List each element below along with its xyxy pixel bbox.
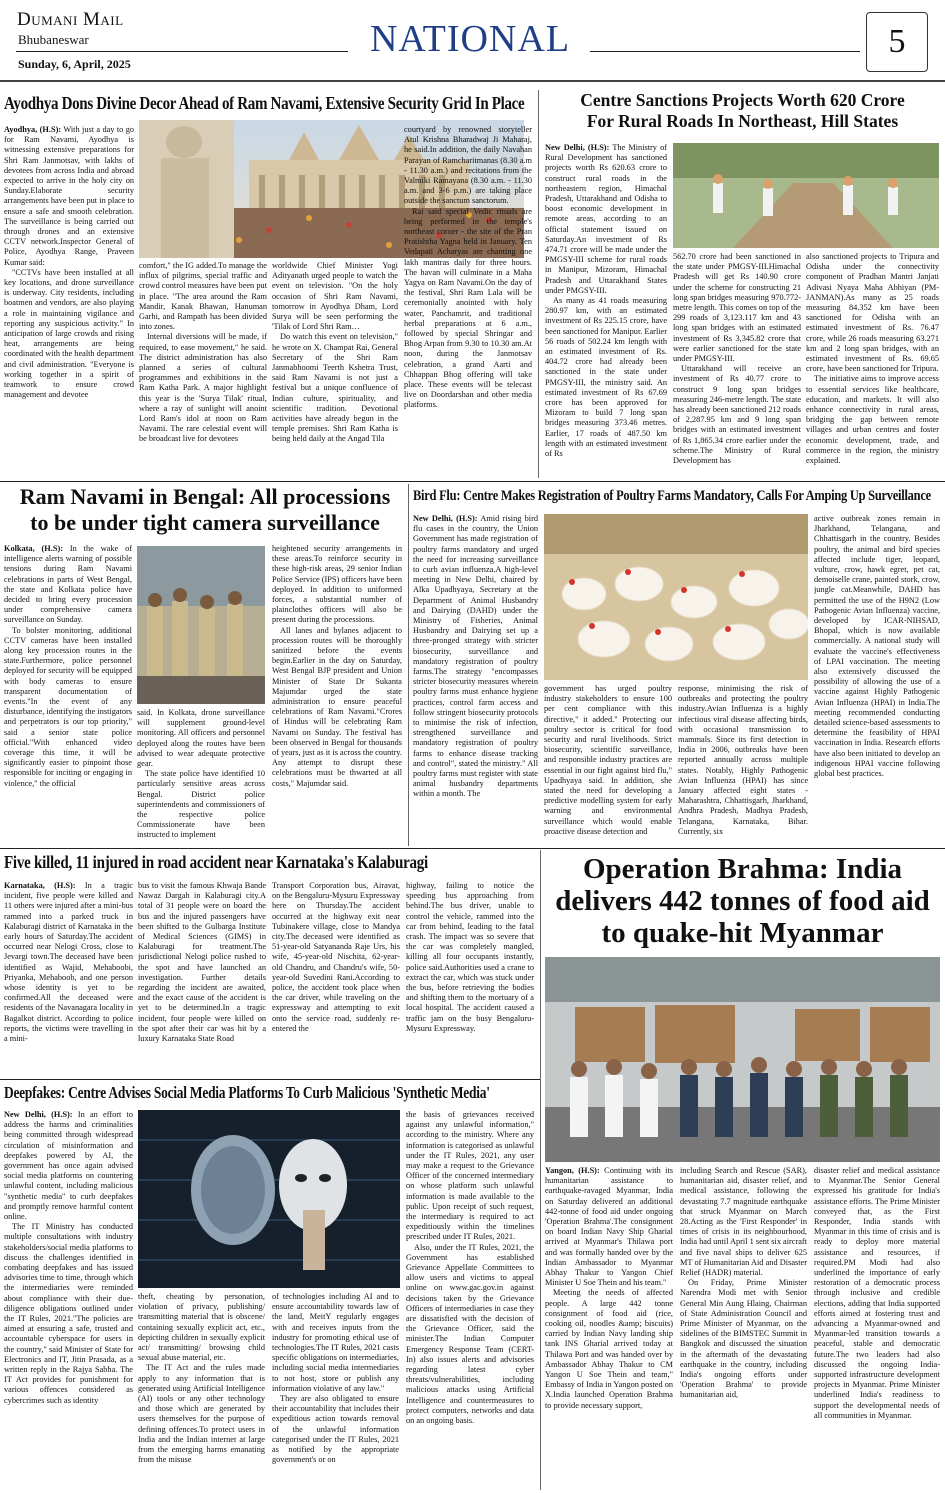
birdflu-headline: Bird Flu: Centre Makes Registration of Poultry Farms Mandatory, Calls For Amping Up Surveillance xyxy=(413,488,931,504)
ayodhya-text-2: comfort," the IG added.To manage the influx of pilgrims, special traffic and crowd control measures have been put in place. "The area around the Ram Mandir, Kanak Bhawan, Hanuman Garhi, and Rampath has been divided into zones. xyxy=(139,261,267,332)
brahma-column-1 xyxy=(545,1166,673,1488)
brahma-text-2: including Search and Rescue (SAR), humanitarian aid, disaster relief, and medical assistance, following the devastating 7.7 magnitude earthquake that struck Myanmar on March 28.Acting as the 'First Responder' in times of crisis in its neighbourhood, India had until April 1 sent six aircraft and five naval ships to deliver 625 MT of Humanitarian Aid and Disaster Relief (HADR) material. xyxy=(680,1166,807,1278)
brahma-text-3: disaster relief and medical assistance to Myanmar.The Senior General expressed his gratitude for India's assistance efforts. The Prime Minister conveyed that, as the First Responder, India stands with Myanmar in this time of crisis and is ready to deploy more material assistance and resources, if required.PM Modi had also underlined the importance of early restoration of a democratic process through inclusive and credible elections, adding that India supported efforts aimed at fostering trust and advancing a Myanmar-owned and Myanmar-led transition towards a peaceful, stable and democratic future.The two leaders had also discussed the ongoing India-supported infrastructure development projects in Myanmar. Prime Minister underlined India's readiness to support the developmental needs of all communities in Myanmar. xyxy=(814,1166,940,1420)
brahma-column-3 xyxy=(814,1166,940,1488)
roads-column-2 xyxy=(673,252,801,478)
roads-text-1: The Ministry of Rural Development has sanctioned projects worth Rs 620.63 crore to construct rural roads in the northeastern region, Himachal Pradesh, Uttarakhand and Odisha to boost economic development in remote areas, according to an official statement issued on Saturday.An investment of Rs 474.71 crore will be made under the PMGSY-III scheme for rural roads in Manipur, Mizoram, Himachal Pradesh and Uttarakhand States under PMGSY-III. xyxy=(545,143,667,295)
brahma-dateline: Yangon, (H.S): xyxy=(545,1166,600,1175)
deepfakes-text-3b: They are also obligated to ensure their accountability that includes their expeditious action towards removal of the unlawful information categorised under the IT Rules, 2021 as notified by the appropriate government's or on xyxy=(272,1394,399,1465)
deepfakes-text-4: the basis of grievances received against any unlawful information," according to the ministry. Where any information is categorised as unlawful under the IT Rules, 2021, any user may make a request to the Grievance Officer of the concerned intermediary on whose platform such unlawful information is made available to the public. Upon receipt of such request, the intermediary is required to act expeditiously within the timelines prescribed under IT Rules, 2021. xyxy=(406,1110,534,1242)
bengal-column-3 xyxy=(272,544,402,844)
roads-text-2: 562.70 crore had been sanctioned in the state under PMGSY-III.Himachal Pradesh will get Rs 140.90 crore under the scheme for constructing 21 long span bridges measuring 970.772-metre length. This comes on top of the 299 roads of 3,123.117 km and 43 long span bridges with an estimated investment of Rs 3,345.82 crore that were earlier sanctioned for the state under PMGSY-III. xyxy=(673,252,801,364)
paper-name: Dumani Mail xyxy=(17,9,124,30)
birdflu-photo xyxy=(544,514,808,680)
city-name: Bhubaneswar xyxy=(18,32,89,47)
page-number: 5 xyxy=(888,23,906,60)
roads-photo xyxy=(673,143,939,248)
bengal-text-3: heightened security arrangements in these areas.To reinforce security in these high-risk areas, 29 senior Indian Police Service (IPS) officers have been deployed. In addition to uniformed forces, a substantial number of plainclothes officers will also be present during the processions. xyxy=(272,544,402,625)
karnataka-dateline: Karnataka, (H.S): xyxy=(4,881,76,890)
ayodhya-column-4 xyxy=(404,125,532,477)
bengal-headline-line-2: to be under tight camera surveillance xyxy=(30,510,380,535)
deepfakes-headline: Deepfakes: Centre Advises Social Media Platforms To Curb Malicious 'Synthetic Media' xyxy=(4,1083,490,1102)
issue-date: Sunday, 6, April, 2025 xyxy=(18,57,131,71)
masthead-rule-right xyxy=(590,51,860,52)
roads-headline xyxy=(545,90,940,132)
roads-headline-line-2: For Rural Roads In Northeast, Hill States xyxy=(586,111,899,131)
ayodhya-text-1: With just a day to go for Ram Navami, Ayodhya is witnessing extensive preparations for Shri Ram Janmotsav, with lakhs of devotees from across India and abroad expected to arrive in the holy city on Sunday.Elaborate security arrangements have been put in place to ensure a safe and smooth celebration. The surveillance is being carried out through drones and an extensive CCTV network.Inspector General of Police, Ayodhya Range, Praveen Kumar said: xyxy=(4,125,134,267)
deepfakes-text-2b: The IT Act and the rules made apply to any information that is generated using Artificial Intelligence (AI) tools or any other technology and those which are generated by users themselves for the purpose of defining offences.To protect users in India and the Indian internet at large from the emerging harms emanating from the misuse xyxy=(138,1363,265,1465)
brahma-headline-line-3: to quake-hit Myanmar xyxy=(601,917,884,949)
deepfakes-text-4b: Also, under the IT Rules, 2021, the Government has established Grievance Appellate Committees to allow users and victims to appeal online on www.gac.gov.in against decisions taken by the Grievance Officers of intermediaries in case they are dissatisfied with the decision of the Grievance Officer, said the minister.The Indian Computer Emergency Response Team (CERT-In) also issues alerts and advisories regarding latest cyber threats/vulnerabilities, including malicious attacks using Artificial Intelligence and countermeasures to protect computers, networks and data on an ongoing basis. xyxy=(406,1242,534,1426)
roads-column-1 xyxy=(545,143,667,479)
birdflu-text-4: active outbreak zones remain in Jharkhand, Telangana, and Chhattisgarh in the country. Besides poultry, the animal and bird species affected include tiger, leopard, vulture, crow, hawk egret, pet cat, demoiselle crane, painted stork, crow, jungle cat.Meanwhile, DAHD has permitted the use of the H9N2 (Low Pathogenic Avian Influenza) vaccine, developed by ICAR-NIHSAD, Bhopal, which is now available commercially. A national study will evaluate the vaccine's effectiveness of LPAI vaccination. The meeting also extensively discussed the possibility of allowing the use of a vaccine against Highly Pathogenic Avian Influenza (HPAI) in India.The meeting recommended conducting detailed science-based assessments to determine the feasibility of HPAI vaccination in India. Research efforts have also been initiated to develop an indigenous HPAI vaccine following global best practices. xyxy=(814,514,940,779)
deepfakes-column-2 xyxy=(138,1292,265,1490)
roads-dateline: New Delhi, (H.S): xyxy=(545,143,610,152)
karnataka-text-4: highway, failing to notice the speeding bus approaching from behind.The bus driver, unable to control the vehicle, rammed into the car from behind, leading to the fatal crash. The impact was so severe that the car was completely mangled, killing all four occupants instantly, police said.Authorities used a crane to extract the car, which was stuck under the bus, before retrieving the bodies and shifting them to the mortuary of a local hospital. The accident caused a traffic jam on the busy Bengaluru-Mysuru Expressway. xyxy=(406,881,534,1033)
brahma-photo xyxy=(545,957,940,1162)
bengal-headline-line-1: Ram Navami in Bengal: All processions xyxy=(19,484,391,509)
rule-row-1 xyxy=(0,481,945,482)
bengal-column-1 xyxy=(4,544,132,844)
roads-text-2b: Uttarakhand will receive an investment of Rs 40.77 crore to construct 9 long span bridges measuring 246-metre length. The state has already been sanctioned 212 roads of 2,287.95 km and 9 long span bridges with an estimated investment of Rs 1,865.34 crore earlier under the scheme.The Ministry of Rural Development has xyxy=(673,364,801,466)
brahma-text-1: Continuing with its humanitarian assistance to earthquake-ravaged Myanmar, India on Saturday delivered an additional 442-tonne of food aid under ongoing 'Operation Brahma'.The consignment on board Indian Navy Ship Gharial arrived at Myanmar's Thilawa port and was formally handed over by the Indian Ambassador to Myanmar Abhay Thakur to Yangon Chief Minister U Soe Thein and his team." xyxy=(545,1166,673,1288)
ayodhya-text-4: courtyard by renowned storyteller Atul Krishna Bharadwaj Ji Maharaj, he said.In addition, the daily Navahan Parayan of Ramcharitmanas (8.30 a.m - 11.30 a.m.) and recitations from the Valmiki Ramayana (8.30 a.m. - 11.30 a.m. and 3-6 p.m.) are taking place outside the sanctum sanctorum. xyxy=(404,125,532,206)
brahma-text-1b: Meeting the needs of affected people. A large 442 tonne consignment of food aid (rice, cooking oil, noodles &amp; biscuits) carried by Indian Navy landing ship tank INS Gharial arrived today at Thilawa Port and was handed over by Ambassador Abhay Thakur to CM Yangon U Soe Thein and team," Embassy of India in Yangon posted on X.India launched Operation Brahma to provide necessary support, xyxy=(545,1288,673,1410)
birdflu-text-1: Amid rising bird flu cases in the country, the Union Government has made registration of poultry farms mandatory and urged the need for increasing surveillance to curb avian influenza.A high-level meeting in New Delhi, chaired by Alka Upadhyaya, Secretary at the Department of Animal Husbandry and Dairying (DAHD) under the Ministry of Fisheries, Animal Husbandry and Dairying set up a three-pronged strategy with stricter biosecurity, surveillance and mandatory registration of poultry farms.The strategy "encompasses stricter biosecurity measures wherein poultry farms must enhance hygiene practices, control farm access and follow stringent biosecurity protocols to minimise the risk of infection, strengthened surveillance and mandatory registration of poultry farms to enhance disease tracking and control", stated the ministry." All poultry farms must register with state animal husbandry departments within a month. The xyxy=(413,514,538,799)
ayodhya-column-2 xyxy=(139,261,267,477)
brahma-headline-line-1: Operation Brahma: India xyxy=(582,853,903,885)
birdflu-column-4 xyxy=(814,514,940,846)
roads-headline-line-1: Centre Sanctions Projects Worth 620 Crore xyxy=(580,90,905,110)
bengal-photo xyxy=(137,546,265,704)
column-divider-top xyxy=(538,90,539,478)
karnataka-headline: Five killed, 11 injured in road accident near Karnataka's Kalaburagi xyxy=(4,852,428,872)
roads-text-3b: The initiative aims to improve access to essential services like healthcare, education, and markets. It will also enhance connectivity in rural areas, bridging the gap between remote villages and urban centres and foster economic development, trade, and commerce in the region, the ministry explained. xyxy=(806,374,939,466)
masthead-bottom-rule xyxy=(0,80,945,82)
karnataka-text-3: Transport Corporation bus, Airavat, on the Bengaluru-Mysuru Expressway here on Thursday.The accident occurred at the highway exit near Tubinakere village, close to Mandya city.The deceased were identified as 51-year-old Satyananda Raje Urs, his wife, 45-year-old Nischita, 62-year-old Chandru, and Chandru's wife, 50-year-old Suvedini Rani.According to police, the accident took place when the car driver, while traveling on the expressway and attempting to exit onto the service road, suddenly re-entered the xyxy=(272,881,400,1033)
deepfakes-text-2: theft, cheating by personation, violation of privacy, publishing/ transmitting material that is obscene/ containing sexually explicit act, etc., depicting children in sexually explicit act/ transmitting/ browsing child sexual abuse material, etc. xyxy=(138,1292,265,1363)
bengal-text-1b: To bolster monitoring, additional CCTV cameras have been installed along key procession routes in the state.Furthermore, police personnel deployed for security will be equipped with body cameras to ensure transparent documentation of events."In the event of any disturbance, identifying the instigators and perpetrators is our top priority," said a senior state police official."With enhanced video coverage this time, it will be significantly easier to pinpoint those responsible for inciting or engaging in violence," the official xyxy=(4,625,132,788)
ayodhya-text-3: worldwide Chief Minister Yogi Adityanath urged people to watch the event on television. "On the holy occasion of Shri Ram Navami, tomorrow in Ayodhya Dham, Lord Surya will be seen performing the 'Tilak of Lord Shri Ram… xyxy=(272,261,398,332)
brahma-text-2b: On Friday, Prime Minister Narendra Modi met with Senior General Min Aung Hlaing, Chairman of State Administration Council and Prime Minister of Myanmar, on the sidelines of the BIMSTEC Summit in Bangkok and discussed the situation in the aftermath of the devastating earthquake in the country, including India's ongoing efforts under 'Operation Brahma' to provide humanitarian aid, xyxy=(680,1278,807,1400)
ayodhya-headline: Ayodhya Dons Divine Decor Ahead of Ram Navami, Extensive Security Grid In Place xyxy=(4,93,525,113)
deepfakes-column-1 xyxy=(4,1110,133,1490)
bengal-text-3b: All lanes and bylanes adjacent to procession routes will be thoroughly sanitized before the events begin.Earlier in the day on Saturday, West Bengal BJP president and Union Minister of State Dr Sukanta Majumdar urged the state administration to ensure peaceful celebrations of Ram Navami."Crores of Hindus will be celebrating Ram Navami on Sunday. The festival has been observed in Bengal for thousands of years, just as it is across the country. Any attempt to disrupt these celebrations must be thwarted at all costs," Majumdar said. xyxy=(272,625,402,788)
ayodhya-text-1b: "CCTVs have been installed at all key locations, and drone surveillance is underway. City residents, including boatmen and vendors, are also playing a role in maintaining vigilance and reporting any suspicious activity." In anticipation of large crowds and rising heat, arrangements are being coordinated with the health department and civil administration. "Everyone is working together in a spirit of teamwork to ensure crowd management and devotee xyxy=(4,267,134,400)
column-divider-bottom xyxy=(540,850,541,1490)
ayodhya-column-1 xyxy=(4,125,134,477)
roads-text-3: also sanctioned projects to Tripura and Odisha under the connectivity component of Pradhan Mantri Janjati Adivasi Nyaya Maha Abhiyan (PM-JANMAN).As many as 25 roads measuring 84.352 km have been sanctioned for Odisha with an estimated investment of Rs. 76.47 crore, while 26 roads measuring 63.271 km and 2 long span bridges, with an estimated investment of Rs. 69.65 crore, have been sanctioned for Tripura. xyxy=(806,252,939,374)
bengal-column-2 xyxy=(137,708,265,844)
roads-column-3 xyxy=(806,252,939,478)
ayodhya-text-3b: Do watch this event on television," he wrote on X. Champat Rai, General Secretary of the Shri Ram Janmabhoomi Teerth Kshetra Trust, said Ram Navami is not just a festival but a unique confluence of Indian culture, spirituality, and scientific tradition. Devotional activities have already begun in the temple premises. Shri Ram Katha is being held daily at the Angad Tila xyxy=(272,332,398,444)
ayodhya-dateline: Ayodhya, (H.S): xyxy=(4,125,62,134)
brahma-headline-line-2: delivers 442 tonnes of food aid xyxy=(555,885,930,917)
rule-row-3 xyxy=(0,1079,540,1080)
karnataka-column-2 xyxy=(138,881,266,1077)
birdflu-column-1 xyxy=(413,514,538,846)
ayodhya-column-3 xyxy=(272,261,398,477)
karnataka-column-4 xyxy=(406,881,534,1077)
birdflu-column-3 xyxy=(678,684,808,846)
deepfakes-column-3 xyxy=(272,1292,399,1490)
birdflu-column-2 xyxy=(544,684,672,846)
deepfakes-text-3: of technologies including AI and to ensure accountability towards law of the land, MeitY regularly engages with and receives inputs from the industry for promoting ethical use of technologies.The IT Rules, 2021 casts specific obligations on intermediaries, including social media intermediaries to not host, store or publish any information violative of any law." xyxy=(272,1292,399,1393)
karnataka-text-1: In a tragic incident, five people were killed and 11 others were injured after a mini-bus rammed into a parked truck in Kalaburagi district of Karnataka in the early hours of Saturday.The accident occurred near Nelogi Cross, close to Jevargi town.The deceased have been identified as Wajid, Mehaboobi, Priyanka, Mehaboob, and one person whose identity is yet to be confirmed.All the deceased were residents of the Navanagara locality in Bagalkot district. According to police reports, the victims were travelling in a mini- xyxy=(4,881,133,1044)
birdflu-text-3: response, minimising the risk of outbreaks and protecting the poultry industry.Avian Influenza is a highly infectious viral disease affecting birds, with occasional transmission to mammals. Since its first detection in India in 2006, outbreaks have been reported annually across multiple states. Notably, Highly Pathogenic Avian Influenza (HPAI) has since January affected eight states - Maharashtra, Chhattisgarh, Jharkhand, Andhra Pradesh, Madhya Pradesh, Telangana, Karnataka, Bihar. Currently, six xyxy=(678,684,808,836)
bengal-text-2b: The state police have identified 10 particularly sensitive areas across Bengal. District police superintendents and commissioners of the respective police Commissionerate have been instructed to implement xyxy=(137,769,265,840)
rule-row-2-right xyxy=(540,848,945,849)
karnataka-text-2: bus to visit the famous Khwaja Bande Nawaz Dargah in Kalaburagi city.A total of 31 people were on board the bus and the injured passengers have been shifted to the Gulbarga Institute of Medical Sciences (GIMS) in Kalaburagi for treatment.The jurisdictional Nelogi police rushed to the spot and have launched an investigation. Further details regarding the incident are awaited, and the exact cause of the accident is yet to be determined.In a tragic incident, four people were killed on the spot after their car was hit by a luxury Karnataka State Road xyxy=(138,881,266,1044)
deepfakes-text-1: In an effort to address the harms and criminalities being committed through widespread circulation of misinformation and deepfakes powered by AI, the government has once again advised social media platforms on countering unlawful content, including malicious "synthetic media" to curb deepfakes and promptly remove harmful content online. xyxy=(4,1110,133,1222)
deepfakes-dateline: New Delhi, (H.S): xyxy=(4,1110,73,1119)
column-divider-middle xyxy=(408,484,409,846)
karnataka-column-3 xyxy=(272,881,400,1077)
deepfakes-column-4 xyxy=(406,1110,534,1490)
roads-text-1b: As many as 41 roads measuring 280.97 km, with an estimated investment of Rs 225.15 crore, have been sanctioned for Manipur. Earlier 56 roads of 502.24 km length with an estimated investment of Rs. 404.72 crore had already been sanctioned in the state under PMGSY-III, the ministry said. An estimated investment of Rs 67.69 crore has been approved for Mizoram to build 7 long span bridges measuring 373.46 metres. Earlier, 17 roads of 487.50 km length with an estimated investment of Rs xyxy=(545,296,667,459)
section-title: NATIONAL xyxy=(369,18,571,60)
ayodhya-text-2b: Internal diversions will be made, if required, to ease movement," he said. The district administration has also planned a series of cultural programmes and exhibitions in the Ram Katha Park. A major highlight this year is the 'Surya Tilak' ritual, where a ray of sunlight will anoint Lord Ram's idol at noon on Ram Navami. The rare celestial event will be broadcast live for devotees xyxy=(139,332,267,444)
bengal-headline xyxy=(4,484,406,536)
karnataka-column-1 xyxy=(4,881,133,1077)
bengal-text-2: said. In Kolkata, drone surveillance will supplement ground-level monitoring. All officers and personnel deployed along the routes have been advised to wear adequate protective gear. xyxy=(137,708,265,769)
birdflu-text-2: government has urged poultry industry stakeholders to ensure 100 per cent compliance with this directive," it added." Protecting our poultry sector is critical for food security and rural livelihoods. Strict biosecurity, scientific surveillance, and responsible industry practices are essential in our fight against bird flu," Upadhyaya said. In addition, she stated the need for developing a predictive modelling system for early warning and environmental surveillance which would enable proactive disease detection and xyxy=(544,684,672,836)
deepfakes-photo xyxy=(138,1110,400,1288)
ayodhya-text-4b: Rai said special Vedic rituals are being performed in the temple's northeast corner - the site of the Pran Pratishtha Yagna held in January. Ten Vedapati Acharyas are chanting one lakh mantras daily for three hours. The havan will culminate in a Maha Yagya on Ram Navami.On the day of the festival, Shri Ram Lala will be ceremonially anointed with holy water, Panchamrit, and traditional herbal preparations at 6 a.m., followed by special Shringar and Bhog Arpan from 9.30 to 10.30 am.At noon, during the Janmotsav celebration, a grand Aarti and Chhappan Bhog offering will take place. These events will be telecast live on Doordarshan and other media platforms. xyxy=(404,206,532,410)
rule-row-2-left xyxy=(0,848,540,849)
page-number-box xyxy=(866,12,928,72)
masthead-rule-left xyxy=(16,51,348,52)
brahma-headline xyxy=(545,853,940,949)
bengal-dateline: Kolkata, (H.S): xyxy=(4,544,63,553)
birdflu-dateline: New Delhi, (H.S): xyxy=(413,514,478,523)
brahma-column-2 xyxy=(680,1166,807,1488)
bengal-text-1: In the wake of intelligence alerts warning of possible tensions during Ram Navami celebrations in parts of West Bengal, the state and Kolkata police have decided to bring every procession under comprehensive camera surveillance on Sunday. xyxy=(4,544,132,625)
deepfakes-text-1b: The IT Ministry has conducted multiple consultations with industry stakeholders/social media platforms to discuss the challenges identified in combating deepfakes and has issued advisories time to time, through which the intermediaries were reminded about compliance with their due-diligence obligations outlined under the IT Rules, 2021."The policies are aimed at ensuring a safe, trusted and accountable cyberspace for users in the country," said Minister of State for Electronics and IT, Jitin Prasada, as a written reply in the Rajya Sabha. The IT Act provides for punishment for various offences considered as cybercrimes such as identity xyxy=(4,1222,133,1405)
